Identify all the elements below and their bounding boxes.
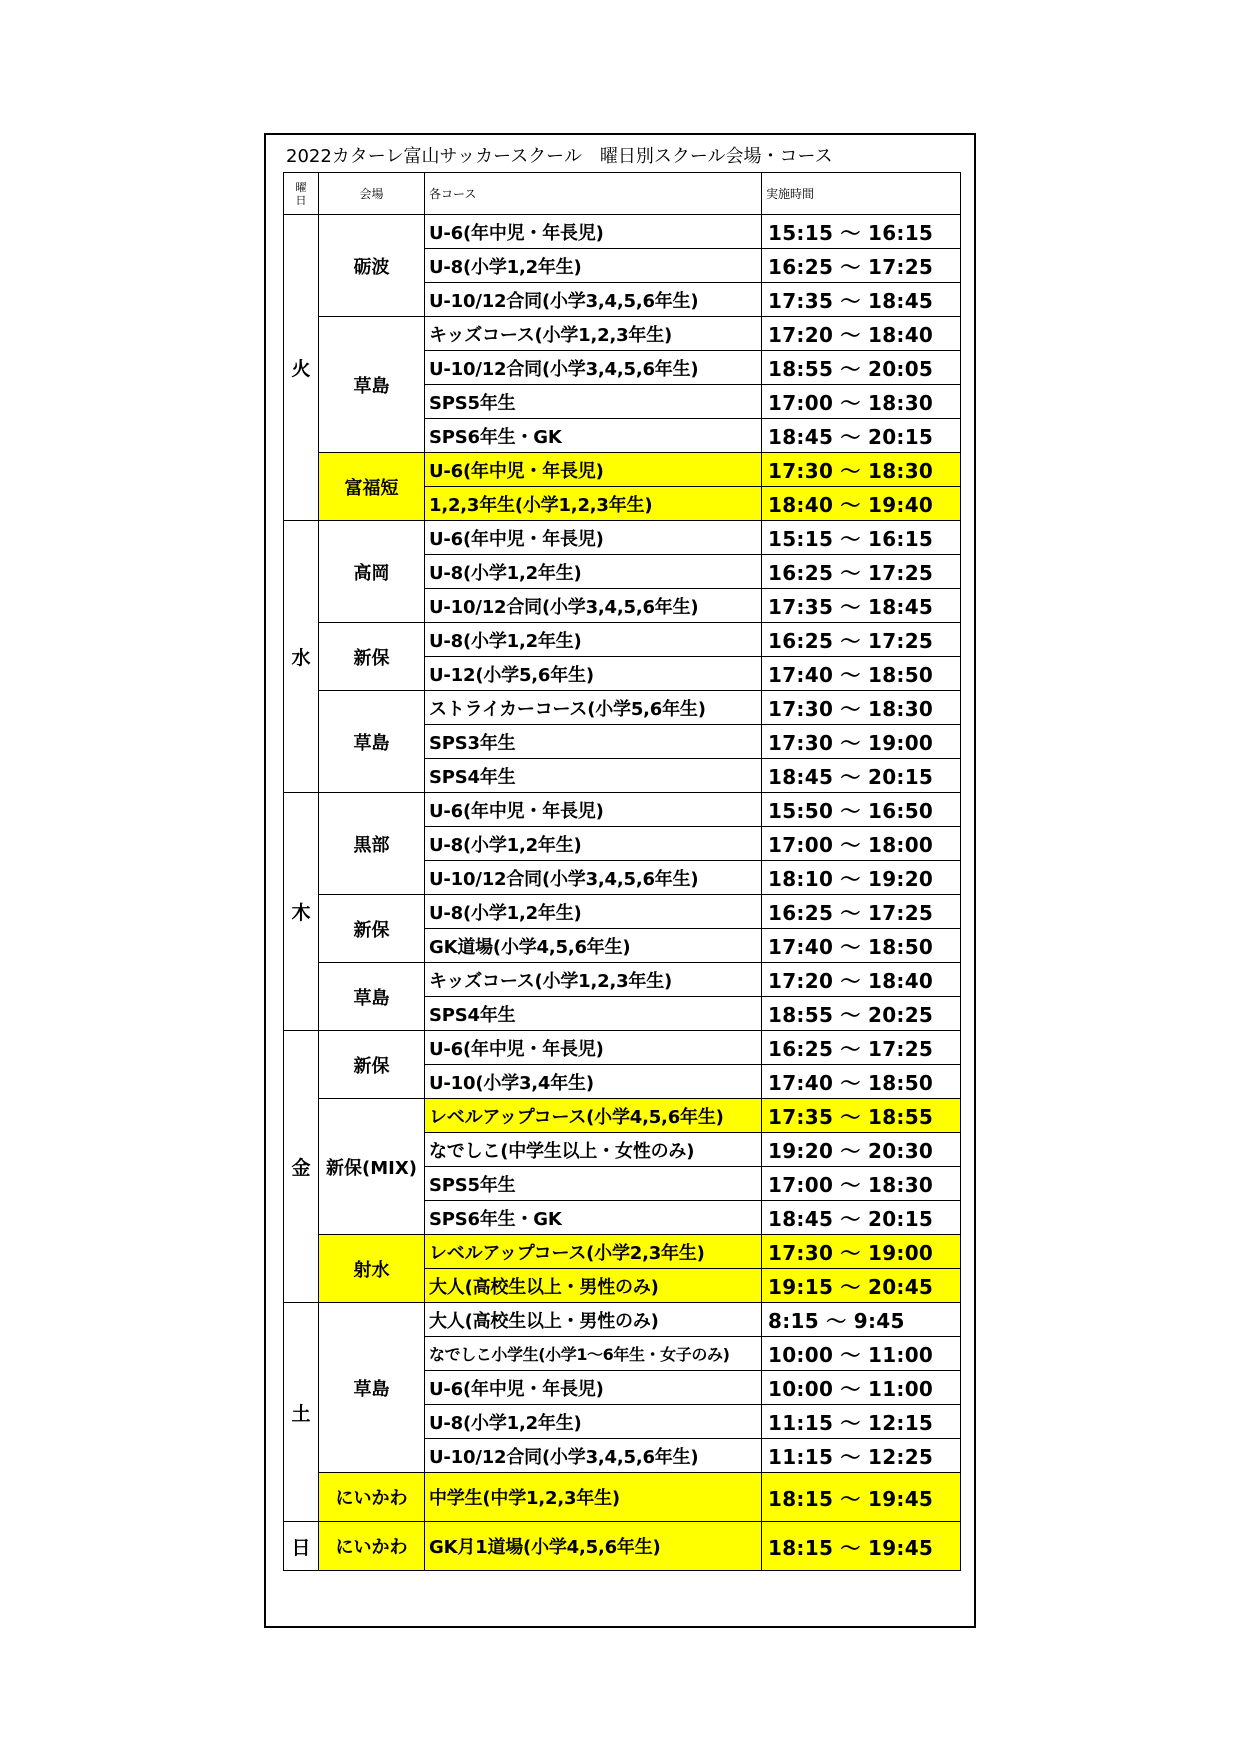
time-cell: 18:45 ～ 20:15 [762,419,961,453]
venue-cell: 草島 [319,691,425,793]
header-course: 各コース [425,173,762,215]
venue-cell: にいかわ [319,1473,425,1522]
time-cell: 17:30 ～ 19:00 [762,725,961,759]
time-cell: 16:25 ～ 17:25 [762,249,961,283]
time-cell: 18:45 ～ 20:15 [762,1201,961,1235]
course-cell: SPS6年生・GK [425,1201,762,1235]
course-cell: 大人(高校生以上・男性のみ) [425,1269,762,1303]
table-row [284,1031,961,1065]
course-cell: SPS5年生 [425,1167,762,1201]
venue-cell: 新保 [319,1031,425,1099]
venue-cell: 草島 [319,317,425,453]
course-cell: U-6(年中児・年長児) [425,453,762,487]
header-venue: 会場 [319,173,425,215]
time-cell: 16:25 ～ 17:25 [762,555,961,589]
time-cell: 17:00 ～ 18:30 [762,1167,961,1201]
time-cell: 17:40 ～ 18:50 [762,657,961,691]
time-cell: 16:25 ～ 17:25 [762,1031,961,1065]
course-cell: SPS4年生 [425,759,762,793]
schedule-table [283,172,961,1571]
course-cell: U-10(小学3,4年生) [425,1065,762,1099]
course-cell: キッズコース(小学1,2,3年生) [425,317,762,351]
table-row [284,215,961,249]
time-cell: 17:35 ～ 18:45 [762,283,961,317]
time-cell: 17:20 ～ 18:40 [762,963,961,997]
time-cell: 19:20 ～ 20:30 [762,1133,961,1167]
course-cell: 中学生(中学1,2,3年生) [425,1473,762,1522]
time-cell: 11:15 ～ 12:15 [762,1405,961,1439]
venue-cell: 新保(MIX) [319,1099,425,1235]
table-row [284,1473,961,1522]
time-cell: 17:35 ～ 18:55 [762,1099,961,1133]
page-title: 2022カターレ富山サッカースクール 曜日別スクール会場・コース [286,146,833,167]
course-cell: U-6(年中児・年長児) [425,1371,762,1405]
course-cell: U-8(小学1,2年生) [425,895,762,929]
time-cell: 17:00 ～ 18:00 [762,827,961,861]
course-cell: GK月1道場(小学4,5,6年生) [425,1522,762,1571]
course-cell: SPS5年生 [425,385,762,419]
venue-cell: 新保 [319,895,425,963]
table-row [284,793,961,827]
day-cell: 日 [284,1522,319,1571]
day-cell: 水 [284,521,319,793]
venue-cell: 新保 [319,623,425,691]
course-cell: SPS4年生 [425,997,762,1031]
course-cell: なでしこ(中学生以上・女性のみ) [425,1133,762,1167]
course-cell: U-8(小学1,2年生) [425,827,762,861]
time-cell: 15:50 ～ 16:50 [762,793,961,827]
course-cell: U-10/12合同(小学3,4,5,6年生) [425,283,762,317]
time-cell: 15:15 ～ 16:15 [762,215,961,249]
time-cell: 18:15 ～ 19:45 [762,1522,961,1571]
course-cell: U-12(小学5,6年生) [425,657,762,691]
course-cell: U-10/12合同(小学3,4,5,6年生) [425,861,762,895]
venue-cell: 富福短 [319,453,425,521]
table-row [284,1522,961,1571]
course-cell: なでしこ小学生(小学1～6年生・女子のみ) [425,1337,762,1371]
course-cell: SPS3年生 [425,725,762,759]
time-cell: 10:00 ～ 11:00 [762,1371,961,1405]
course-cell: 1,2,3年生(小学1,2,3年生) [425,487,762,521]
course-cell: U-6(年中児・年長児) [425,215,762,249]
time-cell: 17:40 ～ 18:50 [762,929,961,963]
course-cell: U-8(小学1,2年生) [425,555,762,589]
header-row [284,173,961,215]
day-cell: 金 [284,1031,319,1303]
venue-cell: にいかわ [319,1522,425,1571]
time-cell: 18:10 ～ 19:20 [762,861,961,895]
time-cell: 16:25 ～ 17:25 [762,623,961,657]
course-cell: 大人(高校生以上・男性のみ) [425,1303,762,1337]
table-row [284,1235,961,1269]
time-cell: 8:15 ～ 9:45 [762,1303,961,1337]
course-cell: ストライカーコース(小学5,6年生) [425,691,762,725]
course-cell: U-6(年中児・年長児) [425,1031,762,1065]
schedule-body [284,215,961,1571]
table-row [284,453,961,487]
time-cell: 10:00 ～ 11:00 [762,1337,961,1371]
venue-cell: 砺波 [319,215,425,317]
table-row [284,521,961,555]
time-cell: 15:15 ～ 16:15 [762,521,961,555]
time-cell: 17:20 ～ 18:40 [762,317,961,351]
table-row [284,963,961,997]
header-day-top: 曜 [295,180,307,194]
time-cell: 17:40 ～ 18:50 [762,1065,961,1099]
course-cell: レベルアップコース(小学2,3年生) [425,1235,762,1269]
table-row [284,1303,961,1337]
course-cell: U-10/12合同(小学3,4,5,6年生) [425,1439,762,1473]
header-day [284,173,319,215]
time-cell: 18:15 ～ 19:45 [762,1473,961,1522]
time-cell: 18:45 ～ 20:15 [762,759,961,793]
venue-cell: 草島 [319,1303,425,1473]
day-cell: 火 [284,215,319,521]
course-cell: GK道場(小学4,5,6年生) [425,929,762,963]
table-row [284,623,961,657]
table-row [284,1099,961,1133]
day-cell: 木 [284,793,319,1031]
time-cell: 17:35 ～ 18:45 [762,589,961,623]
table-row [284,895,961,929]
course-cell: U-10/12合同(小学3,4,5,6年生) [425,589,762,623]
time-cell: 17:30 ～ 19:00 [762,1235,961,1269]
table-row [284,691,961,725]
venue-cell: 高岡 [319,521,425,623]
course-cell: U-8(小学1,2年生) [425,249,762,283]
header-day-bottom: 日 [295,193,307,207]
time-cell: 11:15 ～ 12:25 [762,1439,961,1473]
time-cell: 17:30 ～ 18:30 [762,691,961,725]
venue-cell: 草島 [319,963,425,1031]
course-cell: レベルアップコース(小学4,5,6年生) [425,1099,762,1133]
course-cell: キッズコース(小学1,2,3年生) [425,963,762,997]
venue-cell: 射水 [319,1235,425,1303]
time-cell: 17:30 ～ 18:30 [762,453,961,487]
table-row [284,317,961,351]
day-cell: 土 [284,1303,319,1522]
course-cell: U-6(年中児・年長児) [425,793,762,827]
course-cell: U-8(小学1,2年生) [425,1405,762,1439]
time-cell: 19:15 ～ 20:45 [762,1269,961,1303]
time-cell: 16:25 ～ 17:25 [762,895,961,929]
course-cell: U-6(年中児・年長児) [425,521,762,555]
course-cell: SPS6年生・GK [425,419,762,453]
time-cell: 18:55 ～ 20:05 [762,351,961,385]
time-cell: 18:40 ～ 19:40 [762,487,961,521]
course-cell: U-10/12合同(小学3,4,5,6年生) [425,351,762,385]
time-cell: 17:00 ～ 18:30 [762,385,961,419]
venue-cell: 黒部 [319,793,425,895]
time-cell: 18:55 ～ 20:25 [762,997,961,1031]
header-time: 実施時間 [762,173,961,215]
course-cell: U-8(小学1,2年生) [425,623,762,657]
